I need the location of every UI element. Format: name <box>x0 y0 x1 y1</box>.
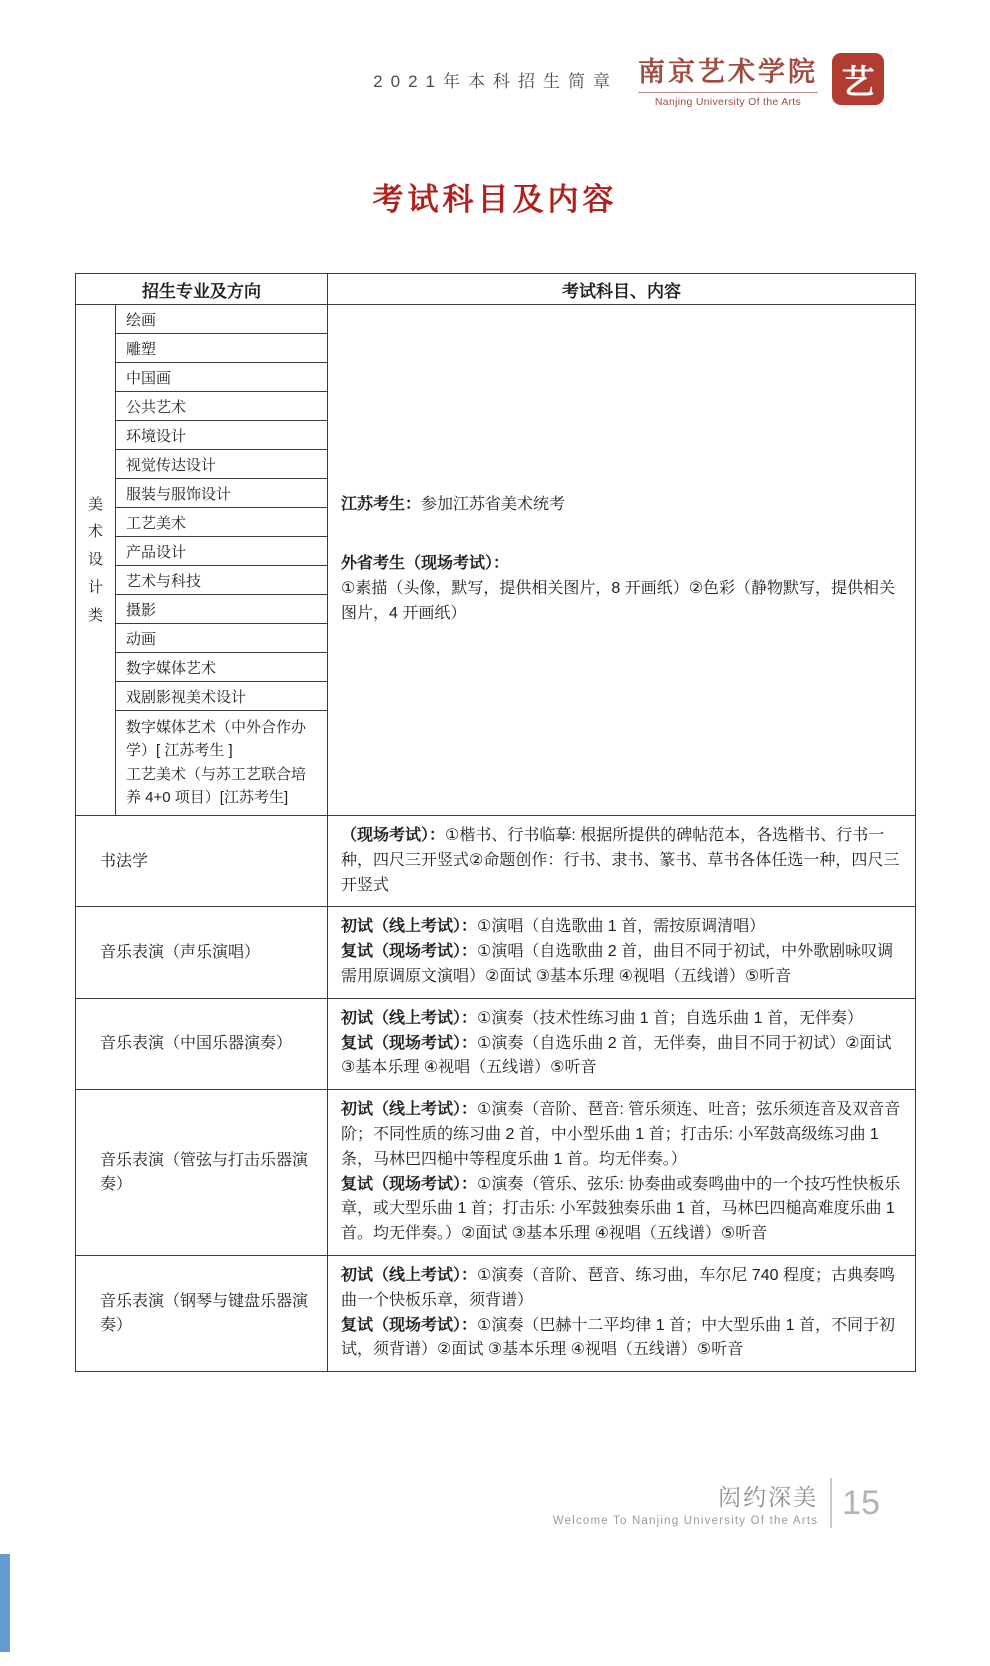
row-vocal-music <box>76 907 916 998</box>
brochure-title: 2021年本科招生简章 <box>373 71 618 91</box>
university-seal-icon <box>832 53 884 105</box>
exam-content-text: 参加江苏省美术统考 <box>421 496 566 514</box>
art-major-cell: 绘画 <box>116 305 328 334</box>
content-paragraph <box>341 577 902 627</box>
art-major-cell: 戏剧影视美术设计 <box>116 682 328 711</box>
footer-text-block <box>553 1479 818 1527</box>
exam-content-text: ①演奏（管乐、弦乐: 协奏曲或奏鸣曲中的一个技巧性快板乐章，或大型乐曲 1 首；打击乐: 小军鼓独奏乐曲 1 首，马林巴四槌高难度乐曲 1 首。均无伴奏。）②面试 ③基本乐理 ④视唱（五线谱）⑤听音 <box>341 1175 901 1243</box>
page-number: 15 <box>842 1484 880 1522</box>
major-name-cell: 音乐表演（中国乐器演奏） <box>76 998 328 1089</box>
art-major-cell: 公共艺术 <box>116 392 328 421</box>
footer-divider <box>830 1478 832 1528</box>
art-major-cell: 服装与服饰设计 <box>116 479 328 508</box>
exam-phase-label: 复试（现场考试）： <box>341 1034 478 1052</box>
content-paragraph <box>341 1314 902 1364</box>
exam-content-text: ①演奏（音阶、琶音: 管乐须连、吐音；弦乐须连音及双音音阶；不同性质的练习曲 2 首，中小型乐曲 1 首；打击乐: 小军鼓高级练习曲 1 条，马林巴四槌中等程度乐曲 1 首。均无伴奏。） <box>341 1101 901 1168</box>
content-paragraph <box>341 1007 902 1032</box>
art-major-cell: 艺术与科技 <box>116 566 328 595</box>
major-name-cell: 音乐表演（声乐演唱） <box>76 907 328 998</box>
exam-content-text: ①演奏（巴赫十二平均律 1 首；中大型乐曲 1 首，不同于初试，须背谱）②面试 ③基本乐理 ④视唱（五线谱）⑤听音 <box>341 1316 895 1359</box>
table-header-row <box>76 274 916 305</box>
exam-content-cell <box>328 907 916 998</box>
art-major-cell: 工艺美术 <box>116 508 328 537</box>
page-title: 考试科目及内容 <box>372 182 618 217</box>
content-paragraph <box>341 915 902 940</box>
exam-phase-label: 江苏考生： <box>341 496 422 514</box>
exam-phase-label: 复试（现场考试）： <box>341 1175 478 1193</box>
art-major-joint-item: 数字媒体艺术（中外合作办学）[ 江苏考生 ] <box>126 719 307 759</box>
major-name-cell: 音乐表演（管弦与打击乐器演奏） <box>76 1090 328 1256</box>
exam-phase-label: 外省考生（现场考试）： <box>341 555 510 573</box>
university-name-en: Nanjing University Of the Arts <box>638 92 818 108</box>
column-header-content: 考试科目、内容 <box>328 274 916 305</box>
row-orchestral-percussion <box>76 1090 916 1256</box>
row-calligraphy <box>76 816 916 907</box>
page-footer <box>553 1478 880 1528</box>
exam-content-text: ①演奏（技术性练习曲 1 首；自选乐曲 1 首，无伴奏） <box>477 1009 863 1027</box>
decor-blue-bar <box>0 1554 10 1652</box>
art-design-category-label: 美术设计类 <box>87 495 103 624</box>
art-major-cell: 产品设计 <box>116 537 328 566</box>
university-name-cn: 南京艺术学院 <box>638 57 818 87</box>
exam-phase-label: 初试（线上考试）： <box>341 1101 478 1119</box>
art-major-cell: 视觉传达设计 <box>116 450 328 479</box>
major-name-cell: 书法学 <box>76 816 328 907</box>
exam-phase-label: （现场考试）： <box>341 827 446 844</box>
exam-content-cell <box>328 816 916 907</box>
footer-welcome-text: Welcome To Nanjing University Of the Arts <box>552 1515 819 1527</box>
exam-content-cell <box>328 998 916 1089</box>
art-major-cell: 动画 <box>116 624 328 653</box>
seal-character: 艺 <box>841 64 875 101</box>
university-logo <box>638 50 818 108</box>
content-paragraph <box>341 1032 902 1082</box>
content-paragraph <box>341 1264 902 1314</box>
major-name-cell: 音乐表演（钢琴与键盘乐器演奏） <box>76 1255 328 1371</box>
art-major-cell: 数字媒体艺术 <box>116 653 328 682</box>
art-major-cell: 中国画 <box>116 363 328 392</box>
exam-content-text: ①素描（头像，默写，提供相关图片，8 开画纸）②色彩（静物默写，提供相关图片，4 开画纸） <box>341 580 896 622</box>
content-paragraph <box>341 552 902 577</box>
exam-phase-label: 复试（现场考试）： <box>341 943 478 961</box>
exam-content-text: ①演奏（音阶、琶音、练习曲，车尔尼 740 程度；古典奏鸣曲一个快板乐章，须背谱） <box>341 1266 895 1309</box>
page-header <box>0 50 884 108</box>
content-paragraph <box>341 1098 902 1172</box>
art-group-content-cell <box>328 305 916 816</box>
art-major-cell: 雕塑 <box>116 334 328 363</box>
exam-content-cell <box>328 1090 916 1256</box>
content-paragraph <box>341 824 902 898</box>
exam-phase-label: 初试（线上考试）： <box>341 1266 478 1284</box>
content-paragraph <box>341 940 902 990</box>
content-paragraph <box>341 1173 902 1247</box>
column-header-majors: 招生专业及方向 <box>76 274 328 305</box>
exam-content-text: ①演唱（自选歌曲 2 首，曲目不同于初试，中外歌剧咏叹调需用原调原文演唱）②面试 ③基本乐理 ④视唱（五线谱）⑤听音 <box>341 943 894 985</box>
school-motto: 闳约深美 <box>718 1485 819 1510</box>
exam-content-text: ①演奏（自选乐曲 2 首，无伴奏，曲目不同于初试）②面试 ③基本乐理 ④视唱（五线谱）⑤听音 <box>341 1034 892 1077</box>
art-design-category-cell <box>76 305 116 816</box>
exam-content-cell <box>328 1255 916 1371</box>
exam-phase-label: 复试（现场考试）： <box>341 1316 478 1334</box>
content-paragraph <box>341 493 902 518</box>
exam-content-text: ①演唱（自选歌曲 1 首，需按原调清唱） <box>477 918 766 936</box>
exam-phase-label: 初试（线上考试）： <box>341 918 478 936</box>
exam-subjects-table <box>75 273 916 1372</box>
art-major-cell: 环境设计 <box>116 421 328 450</box>
exam-phase-label: 初试（线上考试）： <box>341 1009 478 1027</box>
art-major-cell: 摄影 <box>116 595 328 624</box>
exam-content-text: ①楷书、行书临摹: 根据所提供的碑帖范本，各选楷书、行书一种，四尺三开竖式②命题创作：行书、隶书、篆书、草书各体任选一种，四尺三开竖式 <box>341 827 900 894</box>
art-major-row <box>76 305 916 334</box>
art-major-joint-cell <box>116 711 328 816</box>
row-chinese-instruments <box>76 998 916 1089</box>
row-piano-keyboard <box>76 1255 916 1371</box>
art-major-joint-item: 工艺美术（与苏工艺联合培养 4+0 项目）[江苏考生] <box>126 766 307 806</box>
